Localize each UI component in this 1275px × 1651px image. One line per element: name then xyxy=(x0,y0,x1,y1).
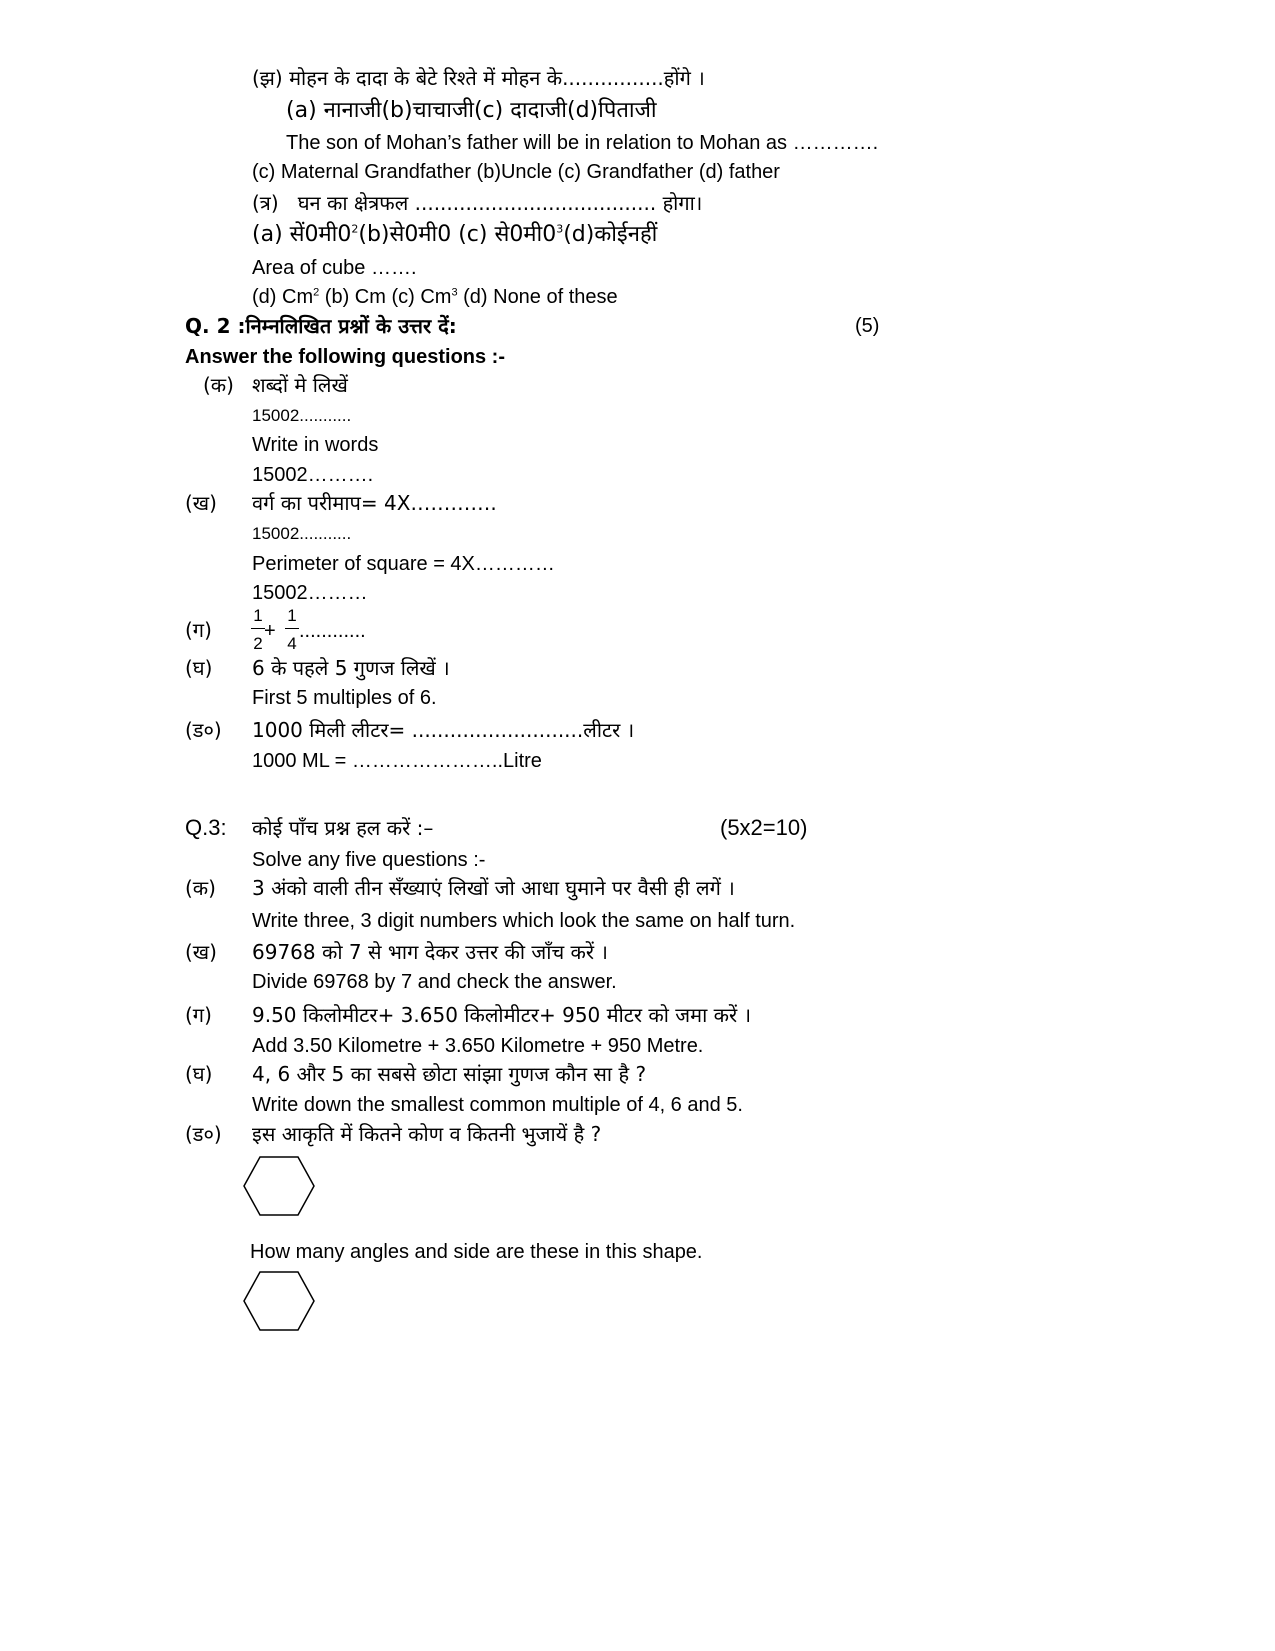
q1-jha-options-hi: (a) नानाजी(b)चाचाजी(c) दादाजी(d)पिताजी xyxy=(286,98,657,123)
q2-kha-hi: वर्ग का परीमाप= 4X…………. xyxy=(252,491,497,515)
q1-tra-en-d2: (d) None of these xyxy=(457,286,618,308)
q3-ka-en: Write three, 3 digit numbers which look the same on half turn. xyxy=(252,910,796,932)
q3-gha-en: Write down the smallest common multiple of 4, 6 and 5. xyxy=(252,1094,743,1116)
q1-tra-options-en xyxy=(252,285,618,309)
q2-gha-hi: 6 के पहले 5 गुणज लिखें । xyxy=(252,656,450,680)
q2-ka-hi: शब्दों मे लिखें xyxy=(252,373,348,397)
q2-ga-plus: + xyxy=(264,620,276,642)
q3-num: Q.3: xyxy=(185,815,227,840)
q2-ka-label: (क) xyxy=(203,373,234,397)
q2-ga-bar1 xyxy=(251,628,265,629)
q1-tra-opt-a-sup: 2 xyxy=(351,222,359,236)
q3-gha-label: (घ) xyxy=(185,1062,213,1086)
q3-kha-hi: 69768 को 7 से भाग देकर उत्तर की जाँच करें । xyxy=(252,940,608,964)
q2-ga-num2: 1 xyxy=(287,606,297,625)
q1-tra-question-en: Area of cube ……. xyxy=(252,257,417,279)
q1-jha-text: मोहन के दादा के बेटे रिश्ते में मोहन के................होंगे । xyxy=(289,66,705,90)
q2-kha-num-en: 15002……… xyxy=(252,582,368,604)
q2-ga-dots: ............ xyxy=(299,620,366,642)
q2-nga-label: (ड०) xyxy=(185,718,222,742)
q2-kha-num-hi: 15002........... xyxy=(252,524,352,543)
q1-jha-question-en: The son of Mohan’s father will be in relation to Mohan as …………. xyxy=(286,132,879,154)
q2-ka-num-hi: 15002........... xyxy=(252,406,352,425)
q3-ga-hi: 9.50 किलोमीटर+ 3.650 किलोमीटर+ 950 मीटर को जमा करें । xyxy=(252,1003,752,1027)
q1-jha-options-en: (c) Maternal Grandfather (b)Uncle (c) Grandfather (d) father xyxy=(252,161,780,183)
q1-tra-en-d1-sup: 2 xyxy=(313,286,320,299)
q3-ka-label: (क) xyxy=(185,876,216,900)
q1-jha-label: (झ) xyxy=(252,66,283,90)
q3-ga-en: Add 3.50 Kilometre + 3.650 Kilometre + 950 Metre. xyxy=(252,1035,704,1057)
q3-kha-en: Divide 69768 by 7 and check the answer. xyxy=(252,971,617,993)
q2-ka-num-en: 15002………. xyxy=(252,464,374,486)
q3-title: कोई पाँच प्रश्न हल करें :– xyxy=(252,816,434,840)
hexagon-shape-1 xyxy=(243,1156,315,1216)
q1-tra-question-hi xyxy=(252,191,702,215)
q1-tra-text: घन का क्षेत्रफल ...................................... होगा। xyxy=(297,191,703,215)
q2-ka-en: Write in words xyxy=(252,434,379,456)
q3-nga-hi: इस आकृति में कितने कोण व कितनी भुजायें है ? xyxy=(252,1122,602,1146)
q3-gha-hi: 4, 6 और 5 का सबसे छोटा सांझा गुणज कौन सा है ? xyxy=(252,1062,647,1086)
q2-ga-bar2 xyxy=(285,628,299,629)
q1-jha-question-hi xyxy=(252,66,705,90)
q1-tra-opt-c-sup: 3 xyxy=(556,222,564,236)
q2-kha-en: Perimeter of square = 4X………… xyxy=(252,553,555,575)
q2-title: Q. 2 :निम्नलिखित प्रश्नों के उत्तर दें: xyxy=(185,314,457,338)
q3-nga-en: How many angles and side are these in this shape. xyxy=(250,1241,703,1263)
q1-tra-label: (त्र) xyxy=(252,191,279,215)
q1-tra-en-d1: (d) Cm xyxy=(252,286,314,308)
hexagon-shape-2 xyxy=(243,1271,315,1331)
q2-gha-label: (घ) xyxy=(185,656,213,680)
q3-ga-label: (ग) xyxy=(185,1003,212,1027)
q2-marks: (5) xyxy=(855,315,880,337)
q2-subtitle: Answer the following questions :- xyxy=(185,346,505,368)
q2-nga-hi: 1000 मिली लीटर= ...........................लीटर । xyxy=(252,718,635,742)
q2-nga-en: 1000 ML = …………………..Litre xyxy=(252,750,542,772)
q3-ka-hi: 3 अंको वाली तीन सँख्याएं लिखों जो आधा घुमाने पर वैसी ही लगें । xyxy=(252,876,735,900)
q2-ga-num1: 1 xyxy=(253,606,263,625)
q3-subtitle: Solve any five questions :- xyxy=(252,849,486,871)
q2-ga-den2: 4 xyxy=(287,634,297,653)
q3-kha-label: (ख) xyxy=(185,940,217,964)
q1-tra-opt-a: (a) सें0मी0 xyxy=(252,222,352,247)
q1-tra-en-c-sup: 3 xyxy=(451,286,458,299)
q1-tra-en-b: (b) Cm (c) Cm xyxy=(319,286,452,308)
q2-kha-label: (ख) xyxy=(185,491,217,515)
q1-tra-opt-d: (d)कोईनहीं xyxy=(563,222,658,247)
q1-tra-options-hi xyxy=(252,222,657,248)
q2-ga-label: (ग) xyxy=(185,618,212,642)
q3-nga-label: (ड०) xyxy=(185,1122,222,1146)
q2-gha-en: First 5 multiples of 6. xyxy=(252,687,437,709)
q1-tra-opt-b: (b)से0मी0 (c) से0मी0 xyxy=(358,222,557,247)
q2-ga-den1: 2 xyxy=(253,634,263,653)
q3-marks: (5x2=10) xyxy=(720,815,808,840)
